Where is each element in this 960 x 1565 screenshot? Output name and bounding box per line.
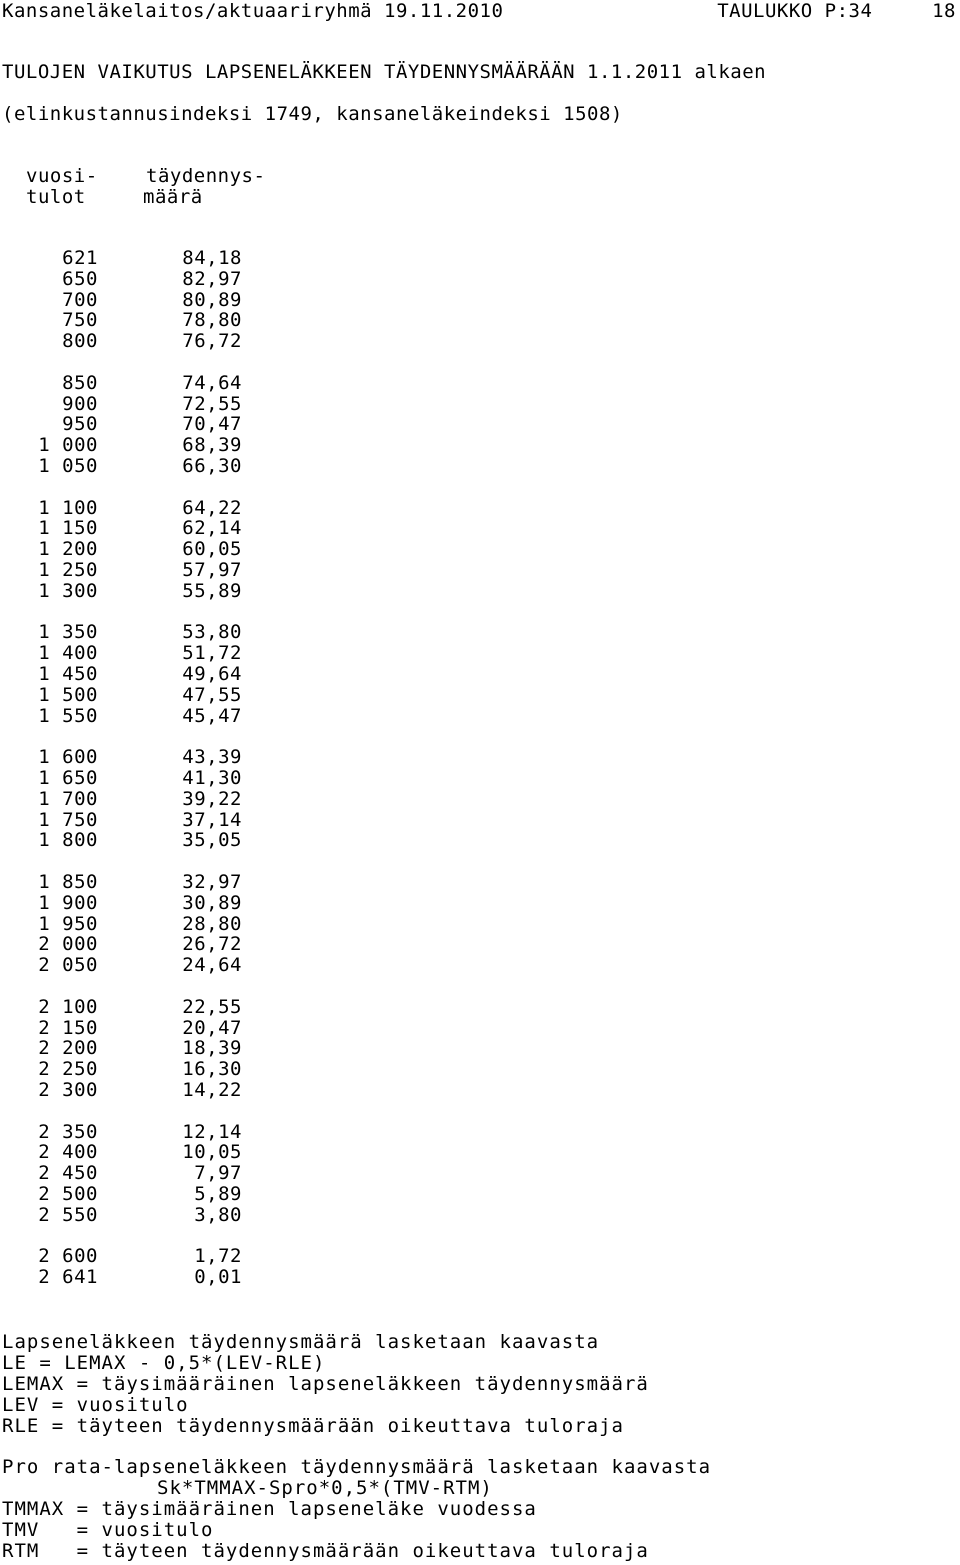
row-income: 1 700 — [38, 787, 98, 810]
row-amount: 24,64 — [182, 954, 242, 977]
row-amount: 16,30 — [182, 1058, 242, 1081]
header-left: Kansaneläkelaitos/aktuaariryhmä 19.11.2010 — [2, 0, 504, 22]
row-amount: 35,05 — [182, 829, 242, 852]
row-amount: 7,97 — [194, 1162, 242, 1185]
row-income: 950 — [62, 413, 98, 436]
row-amount: 26,72 — [182, 933, 242, 956]
row-amount: 70,47 — [182, 413, 242, 436]
formula1-def-lemax: LEMAX = täysimääräinen lapseneläkkeen täydennysmäärä — [2, 1373, 649, 1395]
amount-header-line1: täydennys- — [146, 165, 266, 187]
row-amount: 64,22 — [182, 496, 242, 519]
row-income: 1 950 — [38, 912, 98, 935]
row-income: 1 600 — [38, 746, 98, 769]
row-income: 2 600 — [38, 1245, 98, 1268]
row-income: 1 400 — [38, 642, 98, 665]
row-amount: 74,64 — [182, 371, 242, 394]
row-amount: 37,14 — [182, 808, 242, 831]
row-amount: 60,05 — [182, 538, 242, 561]
row-income: 1 550 — [38, 704, 98, 727]
row-amount: 28,80 — [182, 912, 242, 935]
row-income: 2 100 — [38, 995, 98, 1018]
row-amount: 41,30 — [182, 767, 242, 789]
page-number: 18 — [932, 0, 956, 22]
row-amount: 51,72 — [182, 642, 242, 665]
row-income: 1 800 — [38, 829, 98, 852]
row-amount: 53,80 — [182, 621, 242, 644]
row-income: 1 350 — [38, 621, 98, 644]
row-income: 1 750 — [38, 808, 98, 831]
row-income: 2 550 — [38, 1203, 98, 1226]
row-income: 2 050 — [38, 954, 98, 977]
row-amount: 45,47 — [182, 704, 242, 727]
table-title: TULOJEN VAIKUTUS LAPSENELÄKKEEN TÄYDENNYSMÄÄRÄÄN 1.1.2011 alkaen — [2, 61, 767, 83]
row-income: 2 200 — [38, 1037, 98, 1060]
row-income: 1 450 — [38, 663, 98, 685]
row-income: 650 — [62, 267, 98, 290]
table-id: TAULUKKO P:34 — [717, 0, 873, 22]
row-income: 2 500 — [38, 1183, 98, 1205]
row-amount: 1,72 — [194, 1245, 242, 1268]
row-income: 1 050 — [38, 455, 98, 477]
row-amount: 10,05 — [182, 1141, 242, 1164]
row-amount: 55,89 — [182, 579, 242, 602]
row-income: 1 850 — [38, 871, 98, 893]
row-income: 2 350 — [38, 1120, 98, 1143]
row-amount: 80,89 — [182, 288, 242, 311]
row-amount: 5,89 — [194, 1183, 242, 1205]
formula2-formula: Sk*TMMAX-Spro*0,5*(TMV-RTM) — [157, 1477, 493, 1499]
row-income: 1 300 — [38, 579, 98, 602]
income-header-line1: vuosi- — [26, 165, 98, 187]
row-amount: 32,97 — [182, 871, 242, 893]
row-income: 2 000 — [38, 933, 98, 956]
row-income: 1 150 — [38, 517, 98, 540]
formula1-def-lev: LEV = vuositulo — [2, 1394, 189, 1416]
row-income: 2 450 — [38, 1162, 98, 1185]
header-right — [717, 0, 956, 22]
formula2-def-rtm: RTM = täyteen täydennysmäärään oikeuttava tuloraja — [2, 1540, 649, 1562]
formula2-def-tmmax: TMMAX = täysimääräinen lapseneläke vuodessa — [2, 1498, 537, 1520]
row-amount: 47,55 — [182, 683, 242, 706]
row-income: 2 150 — [38, 1016, 98, 1039]
table-subtitle: (elinkustannusindeksi 1749, kansaneläkeindeksi 1508) — [2, 103, 623, 125]
formula2-def-tmv: TMV = vuositulo — [2, 1519, 214, 1541]
row-income: 700 — [62, 288, 98, 311]
row-amount: 39,22 — [182, 787, 242, 810]
row-income: 1 200 — [38, 538, 98, 561]
formula1-def-rle: RLE = täyteen täydennysmäärään oikeuttava tuloraja — [2, 1415, 624, 1437]
row-amount: 22,55 — [182, 995, 242, 1018]
row-amount: 66,30 — [182, 455, 242, 477]
row-income: 1 000 — [38, 434, 98, 457]
row-income: 2 641 — [38, 1266, 98, 1289]
row-amount: 20,47 — [182, 1016, 242, 1039]
row-income: 1 650 — [38, 767, 98, 789]
row-amount: 68,39 — [182, 434, 242, 457]
row-amount: 84,18 — [182, 247, 242, 269]
row-amount: 0,01 — [194, 1266, 242, 1289]
row-amount: 12,14 — [182, 1120, 242, 1143]
formula1-formula: LE = LEMAX - 0,5*(LEV-RLE) — [2, 1352, 326, 1374]
row-amount: 72,55 — [182, 392, 242, 415]
row-amount: 49,64 — [182, 663, 242, 685]
row-income: 2 400 — [38, 1141, 98, 1164]
row-amount: 76,72 — [182, 330, 242, 353]
row-income: 800 — [62, 330, 98, 353]
row-amount: 18,39 — [182, 1037, 242, 1060]
row-income: 621 — [62, 247, 98, 269]
row-amount: 43,39 — [182, 746, 242, 769]
row-amount: 78,80 — [182, 309, 242, 332]
amount-header-line2: määrä — [143, 186, 203, 208]
income-header-line2: tulot — [26, 186, 86, 208]
row-income: 1 100 — [38, 496, 98, 519]
row-amount: 57,97 — [182, 559, 242, 581]
row-amount: 14,22 — [182, 1079, 242, 1101]
row-income: 1 900 — [38, 891, 98, 914]
row-income: 2 250 — [38, 1058, 98, 1081]
row-income: 1 500 — [38, 683, 98, 706]
formula2-intro: Pro rata-lapseneläkkeen täydennysmäärä lasketaan kaavasta — [2, 1456, 712, 1478]
row-amount: 82,97 — [182, 267, 242, 290]
row-income: 850 — [62, 371, 98, 394]
row-amount: 30,89 — [182, 891, 242, 914]
row-amount: 3,80 — [194, 1203, 242, 1226]
row-income: 900 — [62, 392, 98, 415]
row-income: 2 300 — [38, 1079, 98, 1101]
row-income: 1 250 — [38, 559, 98, 581]
formula1-intro: Lapseneläkkeen täydennysmäärä lasketaan kaavasta — [2, 1331, 600, 1353]
row-amount: 62,14 — [182, 517, 242, 540]
row-income: 750 — [62, 309, 98, 332]
